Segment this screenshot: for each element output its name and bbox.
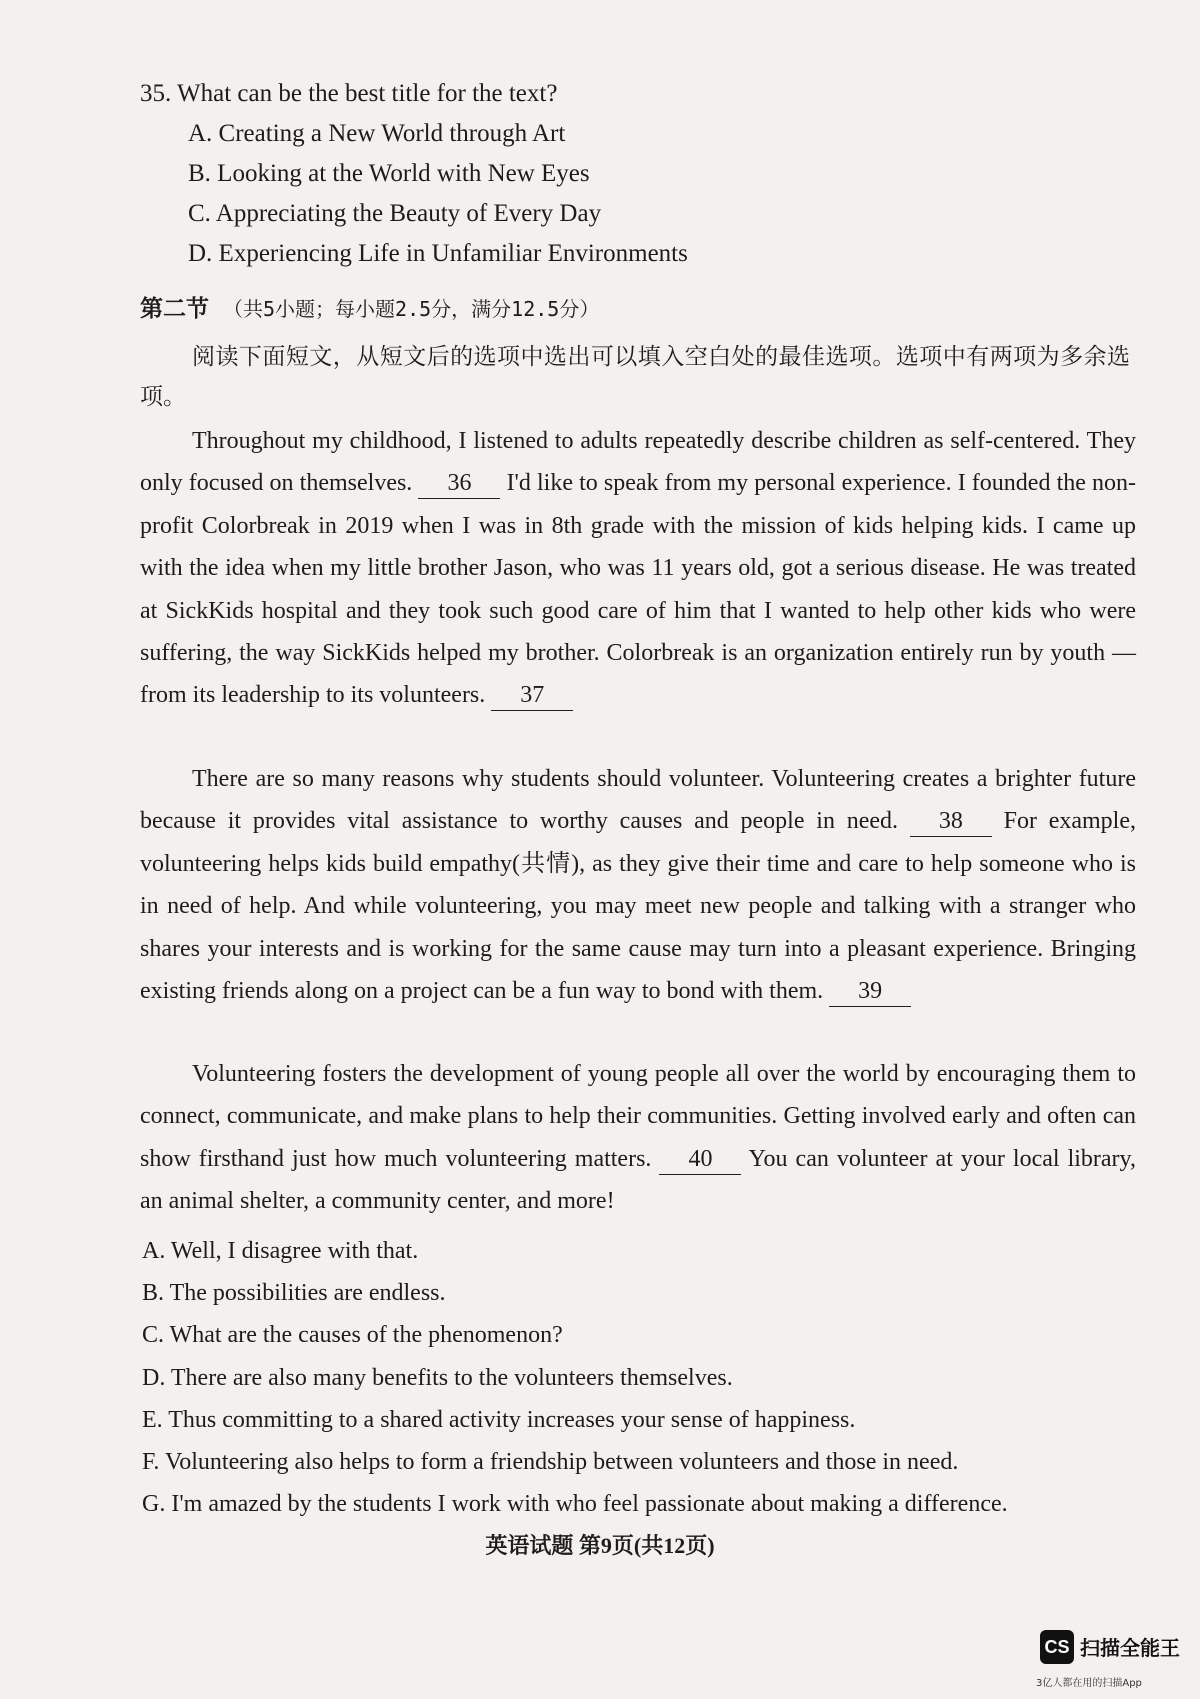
camscanner-logo-icon: CS xyxy=(1040,1630,1074,1664)
passage-paragraph-1 xyxy=(140,420,1136,717)
page-footer: 英语试题 第9页(共12页) xyxy=(485,1533,715,1558)
scanner-watermark xyxy=(1036,1630,1188,1690)
choice-g: G. I'm amazed by the students I work with who feel passionate about making a difference. xyxy=(142,1491,1008,1518)
passage-paragraph-2 xyxy=(140,758,1136,1012)
blank-39: 39 xyxy=(829,976,911,1007)
choice-f: F. Volunteering also helps to form a friendship between volunteers and those in need. xyxy=(142,1448,959,1475)
paragraph-2-text-a: There are so many reasons why students should volunteer. Volunteering creates a brighter future because it provides vital assistance to worthy causes and people in need. xyxy=(140,766,1136,835)
paragraph-3-text-a: Volunteering fosters the development of young people all over the world by encouraging them to connect, communicate, and make plans to help their communities. Getting involved early and often can show firsthand just how much volunteering matters. xyxy=(140,1061,1136,1172)
choice-d: D. There are also many benefits to the volunteers themselves. xyxy=(142,1364,733,1391)
choice-e: E. Thus committing to a shared activity increases your sense of happiness. xyxy=(142,1406,856,1433)
question-35-option-d: D. Experiencing Life in Unfamiliar Environments xyxy=(188,240,688,267)
scanner-app-name: 扫描全能王 xyxy=(1080,1638,1180,1660)
section-title: 第二节 xyxy=(140,296,209,321)
question-35-option-c: C. Appreciating the Beauty of Every Day xyxy=(188,200,602,227)
paragraph-3-text-b: You can volunteer at your local library, an animal shelter, a community center, and more! xyxy=(140,1145,1136,1215)
paragraph-2-text-b: For example, volunteering helps kids build empathy(共情), as they give their time and care to help someone who is in need of help. And while volunteering, you may meet new people and talking with a stranger who shares your interests and is working for the same cause may turn into a pleasant experience. Bringing existing friends along on a project can be a fun way to bond with them. xyxy=(140,808,1137,1005)
question-35-stem: 35. What can be the best title for the text? xyxy=(140,80,558,107)
blank-38: 38 xyxy=(910,806,992,837)
blank-37: 37 xyxy=(491,680,573,711)
section-scoring-rule: （共5小题；每小题2.5分，满分12.5分） xyxy=(223,297,600,321)
question-35-option-a: A. Creating a New World through Art xyxy=(188,120,566,147)
blank-36: 36 xyxy=(418,468,500,499)
answer-choices xyxy=(142,1230,1008,1525)
question-35-option-b: B. Looking at the World with New Eyes xyxy=(188,160,590,187)
blank-40: 40 xyxy=(659,1144,741,1175)
section-instructions: 阅读下面短文，从短文后的选项中选出可以填入空白处的最佳选项。选项中有两项为多余选项。 xyxy=(140,344,1130,409)
choice-c: C. What are the causes of the phenomenon? xyxy=(142,1322,563,1349)
choice-b: B. The possibilities are endless. xyxy=(142,1280,446,1307)
paragraph-1-text-a: Throughout my childhood, I listened to adults repeatedly describe children as self-centered. They only focused on themselves. xyxy=(140,428,1136,497)
paragraph-1-text-b: I'd like to speak from my personal experience. I founded the non-profit Colorbreak in 2019 when I was in 8th grade with the mission of kids helping kids. I came up with the idea when my little brother Jason, who was 11 years old, got a serious disease. He was treated at SickKids hospital and they took such good care of him that I wanted to help other kids who were suffering, the way SickKids helped my brother. Colorbreak is an organization entirely run by youth — from its leadership to its volunteers. xyxy=(140,470,1136,709)
section-heading xyxy=(140,290,599,323)
passage-paragraph-3 xyxy=(140,1053,1136,1223)
choice-a: A. Well, I disagree with that. xyxy=(142,1238,419,1264)
scanner-tagline: 3亿人都在用的扫描App xyxy=(1036,1678,1142,1689)
